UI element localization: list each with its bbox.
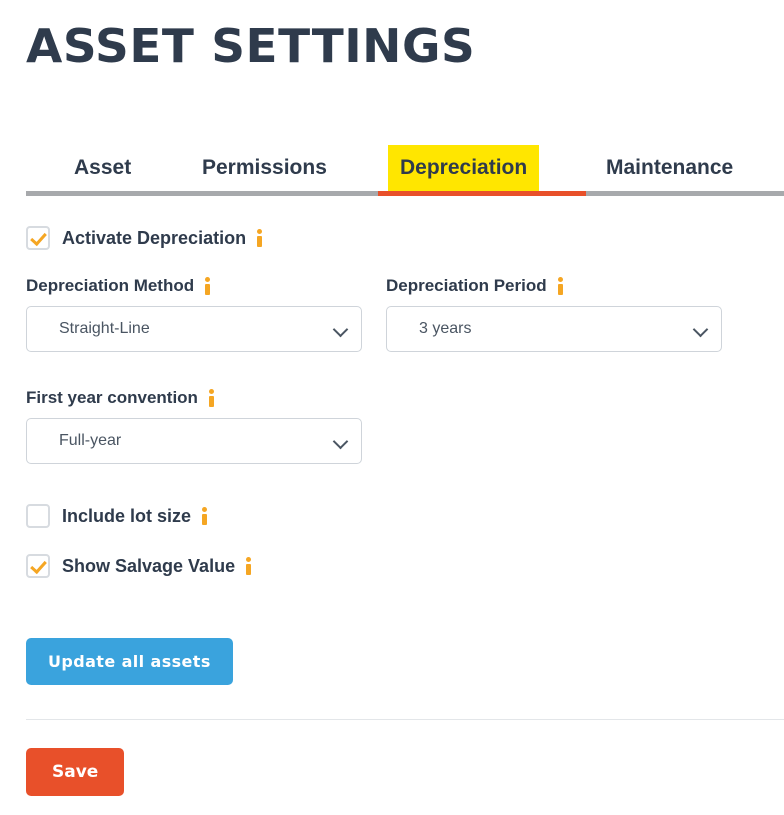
- show-salvage-value-checkbox[interactable]: [26, 554, 50, 578]
- depreciation-method-label: Depreciation Method: [26, 276, 195, 296]
- info-icon[interactable]: [199, 507, 211, 525]
- first-year-convention-select-wrap: [26, 418, 362, 464]
- info-icon[interactable]: [555, 277, 567, 295]
- first-year-convention-field: [26, 388, 362, 464]
- info-icon[interactable]: [254, 229, 266, 247]
- save-button[interactable]: Save: [26, 748, 124, 796]
- activate-depreciation-checkbox[interactable]: [26, 226, 50, 250]
- depreciation-period-label: Depreciation Period: [386, 276, 547, 296]
- info-icon[interactable]: [202, 277, 214, 295]
- tab-asset-label: Asset: [74, 156, 132, 180]
- depreciation-form: [26, 226, 756, 796]
- tab-depreciation-label: Depreciation: [400, 156, 528, 180]
- depreciation-method-label-row: [26, 276, 362, 296]
- first-year-convention-select[interactable]: Full-year: [26, 418, 362, 464]
- tab-maintenance-label: Maintenance: [606, 156, 734, 180]
- tab-active-underline: [378, 191, 586, 196]
- update-all-assets-button[interactable]: Update all assets: [26, 638, 233, 685]
- depreciation-period-select-wrap: [386, 306, 722, 352]
- first-year-convention-label: First year convention: [26, 388, 198, 408]
- spacer: [26, 374, 756, 388]
- include-lot-size-row: [26, 504, 756, 528]
- info-icon[interactable]: [206, 389, 218, 407]
- activate-depreciation-row: [26, 226, 756, 250]
- tab-maintenance[interactable]: [594, 145, 745, 191]
- section-divider: [26, 719, 784, 720]
- info-icon[interactable]: [243, 557, 255, 575]
- tab-bar: [26, 138, 784, 196]
- spacer: [26, 464, 756, 504]
- method-period-row: [26, 276, 756, 352]
- tab-permissions-label: Permissions: [202, 156, 327, 180]
- depreciation-method-field: [26, 276, 362, 352]
- first-year-convention-label-row: [26, 388, 362, 408]
- include-lot-size-checkbox[interactable]: [26, 504, 50, 528]
- tab-depreciation[interactable]: [388, 145, 539, 191]
- tab-asset[interactable]: [62, 145, 143, 191]
- activate-depreciation-label: Activate Depreciation: [62, 227, 247, 248]
- depreciation-period-select[interactable]: 3 years: [386, 306, 722, 352]
- depreciation-method-select[interactable]: Straight-Line: [26, 306, 362, 352]
- page-title: ASSET SETTINGS: [26, 19, 476, 73]
- tab-permissions[interactable]: [190, 145, 339, 191]
- depreciation-period-label-row: [386, 276, 722, 296]
- include-lot-size-label: Include lot size: [62, 505, 192, 526]
- depreciation-method-select-wrap: [26, 306, 362, 352]
- show-salvage-value-row: [26, 554, 756, 578]
- depreciation-period-field: [386, 276, 722, 352]
- show-salvage-value-label: Show Salvage Value: [62, 555, 236, 576]
